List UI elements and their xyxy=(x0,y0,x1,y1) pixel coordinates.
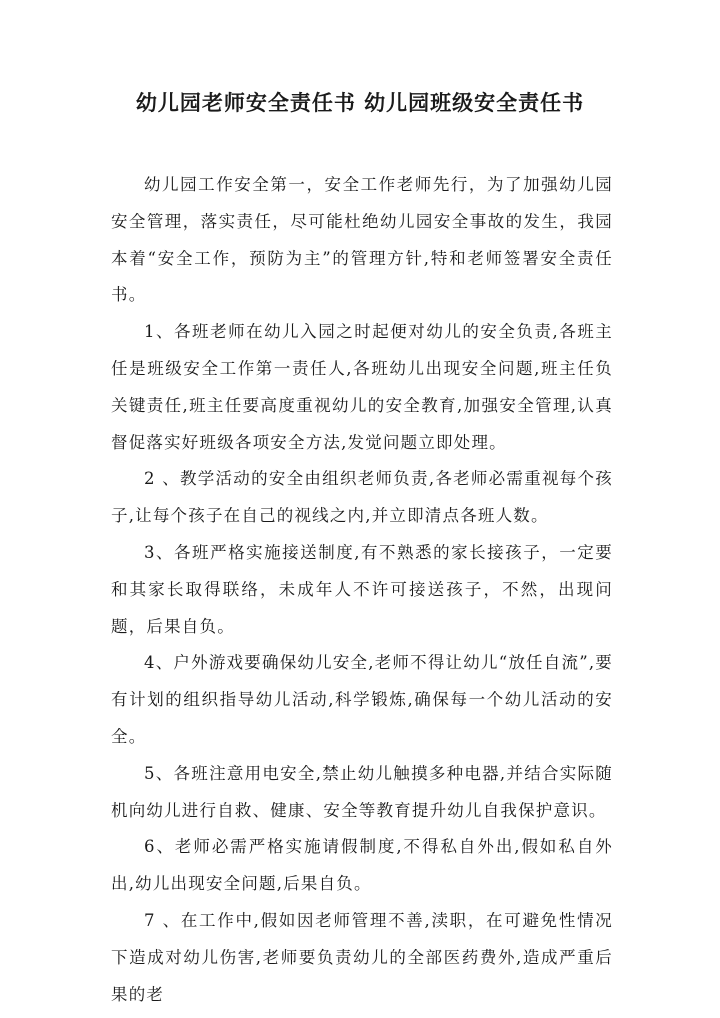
paragraph-item-5: 5、各班注意用电安全,禁止幼儿触摸多种电器,并结合实际随机向幼儿进行自救、健康、安全等教育提升幼儿自我保护意识。 xyxy=(111,763,613,820)
paragraph-item-3: 3、各班严格实施接送制度,有不熟悉的家长接孩子，一定要和其家长取得联络，未成年人不许可接送孩子，不然，出现问题，后果自负。 xyxy=(111,542,613,636)
paragraph-item-7: 7 、在工作中,假如因老师管理不善,渎职，在可避免性情况下造成对幼儿伤害,老师要负责幼儿的全部医药费外,造成严重后果的老 xyxy=(111,910,613,1004)
document-body xyxy=(111,167,613,1013)
document-title: 幼儿园老师安全责任书 幼儿园班级安全责任书 xyxy=(135,90,585,115)
paragraph-item-6: 6、老师必需严格实施请假制度,不得私自外出,假如私自外出,幼儿出现安全问题,后果自负。 xyxy=(111,837,613,894)
paragraph-item-2: 2 、教学活动的安全由组织老师负责,各老师必需重视每个孩子,让每个孩子在自己的视线之内,并立即清点各班人数。 xyxy=(111,469,613,526)
paragraph-intro: 幼儿园工作安全第一，安全工作老师先行，为了加强幼儿园安全管理，落实责任，尽可能杜绝幼儿园安全事故的发生，我园本着“安全工作，预防为主”的管理方针,特和老师签署安全责任书。 xyxy=(111,175,613,305)
paragraph-item-4: 4、户外游戏要确保幼儿安全,老师不得让幼儿“放任自流”,要有计划的组织指导幼儿活动,科学锻炼,确保每一个幼儿活动的安全。 xyxy=(111,653,613,746)
paragraph-item-1: 1、各班老师在幼儿入园之时起便对幼儿的安全负责,各班主任是班级安全工作第一责任人,各班幼儿出现安全问题,班主任负关键责任,班主任要高度重视幼儿的安全教育,加强安全管理,认真督促落实好班级各项安全方法,发觉问题立即处理。 xyxy=(111,322,613,452)
